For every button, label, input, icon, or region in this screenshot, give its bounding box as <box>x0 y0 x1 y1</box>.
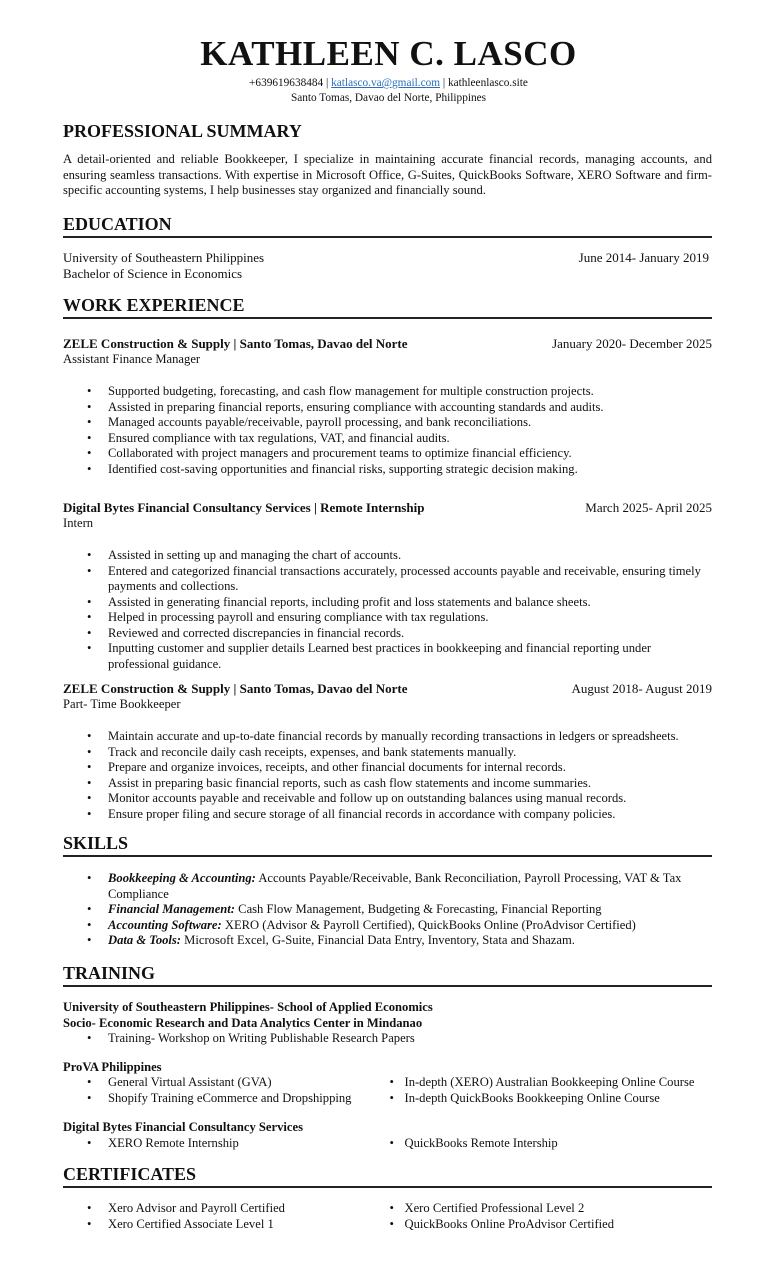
job-bullet: • Maintain accurate and up-to-date financial records by manually recording transactions in ledgers or spreadsheets. <box>63 729 712 745</box>
job-bullets <box>63 384 712 477</box>
dates: January 2020- December 2025 <box>552 336 712 351</box>
dates: June 2014- January 2019 <box>578 250 709 265</box>
training-item: • In-depth QuickBooks Bookkeeping Online Course <box>388 1091 713 1107</box>
skills-list <box>63 871 712 949</box>
certificate-item: • Xero Advisor and Payroll Certified <box>63 1201 388 1217</box>
job-bullet: • Supported budgeting, forecasting, and cash flow management for multiple construction projects. <box>63 384 712 400</box>
job-bullet: • Prepare and organize invoices, receipts, and other financial documents for internal records. <box>63 760 712 776</box>
role: Intern <box>63 515 94 530</box>
school: University of Southeastern Philippines <box>63 250 265 265</box>
skill-label: Data & Tools: <box>108 933 182 947</box>
degree: Bachelor of Science in Economics <box>63 265 243 281</box>
job-bullet: • Collaborated with project managers and procurement teams to optimize financial efficiency. <box>63 446 712 462</box>
work-section <box>63 294 712 319</box>
section-heading: TRAINING <box>63 962 712 987</box>
job-bullet: • Assist in preparing basic financial reports, such as cash flow statements and income summaries. <box>63 776 712 792</box>
skill-label: Financial Management: <box>108 902 236 916</box>
skill-item <box>63 902 712 918</box>
skill-item <box>63 871 712 902</box>
training-org: Digital Bytes Financial Consultancy Services <box>63 1120 303 1134</box>
company: ZELE Construction & Supply | Santo Tomas, Davao del Norte <box>63 336 408 351</box>
skill-item <box>63 933 712 949</box>
certificate-item: • QuickBooks Online ProAdvisor Certified <box>388 1217 713 1233</box>
certificates-section <box>63 1163 712 1232</box>
summary-text: A detail-oriented and reliable Bookkeeper, I specialize in maintaining accurate financial records, managing accounts, and ensuring seamless transactions. With expertise in Microsoft Office, G-Suites, QuickBooks Software, XERO Software and firm-specific accounting systems, I help businesses stay organized and financially sound. <box>63 152 712 197</box>
job-bullet: • Reviewed and corrected discrepancies in financial records. <box>63 626 712 642</box>
training-item: • General Virtual Assistant (GVA) <box>63 1075 388 1091</box>
certificate-item: • Xero Certified Professional Level 2 <box>388 1201 713 1217</box>
training-item: • In-depth (XERO) Australian Bookkeeping Online Course <box>388 1075 713 1091</box>
section-heading: WORK EXPERIENCE <box>63 294 712 319</box>
training-org: University of Southeastern Philippines- School of Applied Economics <box>63 1000 433 1014</box>
job-bullets <box>63 729 712 822</box>
training-item: • Shopify Training eCommerce and Dropshipping <box>63 1091 388 1107</box>
job-bullet: • Ensured compliance with tax regulations, VAT, and financial audits. <box>63 431 712 447</box>
candidate-name: KATHLEEN C. LASCO <box>200 34 577 73</box>
training-item: • Training- Workshop on Writing Publishable Research Papers <box>63 1031 712 1047</box>
certificate-item: • Xero Certified Associate Level 1 <box>63 1217 388 1233</box>
skill-item <box>63 918 712 934</box>
separator: | <box>440 77 448 89</box>
job-bullet: • Assisted in preparing financial reports, ensuring compliance with accounting standards and audits. <box>63 400 712 416</box>
role: Assistant Finance Manager <box>63 351 201 366</box>
job-bullet: • Identified cost-saving opportunities and financial risks, supporting strategic decision making. <box>63 462 712 478</box>
separator: | <box>323 77 332 89</box>
training-item: • XERO Remote Internship <box>63 1136 388 1152</box>
job-bullet: • Managed accounts payable/receivable, payroll processing, and bank reconciliations. <box>63 415 712 431</box>
job-entry <box>63 500 712 672</box>
section-heading: CERTIFICATES <box>63 1163 712 1188</box>
section-heading: SKILLS <box>63 832 712 857</box>
skill-label: Bookkeeping & Accounting: <box>108 871 256 885</box>
role: Part- Time Bookkeeper <box>63 696 181 711</box>
skill-text: Microsoft Excel, G-Suite, Financial Data Entry, Inventory, Stata and Shazam. <box>181 933 575 947</box>
job-bullet: • Helped in processing payroll and ensuring compliance with tax regulations. <box>63 610 712 626</box>
job-entry <box>63 681 712 822</box>
company: Digital Bytes Financial Consultancy Services | Remote Internship <box>63 500 425 515</box>
contact-info <box>0 76 777 106</box>
training-org: Socio- Economic Research and Data Analytics Center in Mindanao <box>63 1015 423 1030</box>
dates: March 2025- April 2025 <box>585 500 712 515</box>
job-entry <box>63 336 712 477</box>
job-bullet: • Ensure proper filing and secure storage of all financial records in accordance with company policies. <box>63 807 712 823</box>
skill-label: Accounting Software: <box>108 917 222 932</box>
skill-text: Cash Flow Management, Budgeting & Forecasting, Financial Reporting <box>235 902 602 916</box>
summary-section <box>63 120 712 199</box>
skill-text: Accounts Payable/Receivable, Bank Reconciliation, Payroll Processing, VAT & Tax Compliance <box>108 871 682 901</box>
training-section <box>63 962 712 1151</box>
section-heading: PROFESSIONAL SUMMARY <box>63 121 302 141</box>
job-bullet: • Monitor accounts payable and receivable and follow up on outstanding balances using manual records. <box>63 791 712 807</box>
job-bullet: • Track and reconcile daily cash receipts, expenses, and bank statements manually. <box>63 745 712 761</box>
training-item: • QuickBooks Remote Intership <box>388 1136 713 1152</box>
job-bullet: • Assisted in generating financial reports, including profit and loss statements and balance sheets. <box>63 595 712 611</box>
job-bullet: • Inputting customer and supplier details Learned best practices in bookkeeping and financial reporting under professional guidance. <box>63 641 712 672</box>
education-section <box>63 213 712 281</box>
address: Santo Tomas, Davao del Norte, Philippines <box>290 92 487 104</box>
phone: +639619638484 <box>249 77 324 89</box>
dates: August 2018- August 2019 <box>571 681 712 696</box>
job-bullet: • Entered and categorized financial transactions accurately, processed accounts payable and receivable, ensuring timely payments and collections. <box>63 564 712 595</box>
skill-text: XERO (Advisor & Payroll Certified), QuickBooks Online (ProAdvisor Certified) <box>221 917 636 932</box>
section-heading: EDUCATION <box>63 213 712 238</box>
email-link[interactable]: katlasco.va@gmail.com <box>331 77 441 89</box>
job-bullets <box>63 548 712 672</box>
job-bullet: • Assisted in setting up and managing the chart of accounts. <box>63 548 712 564</box>
skills-section <box>63 832 712 949</box>
company: ZELE Construction & Supply | Santo Tomas, Davao del Norte <box>63 681 408 696</box>
website: kathleenlasco.site <box>447 77 528 89</box>
training-org: ProVA Philippines <box>63 1059 162 1074</box>
